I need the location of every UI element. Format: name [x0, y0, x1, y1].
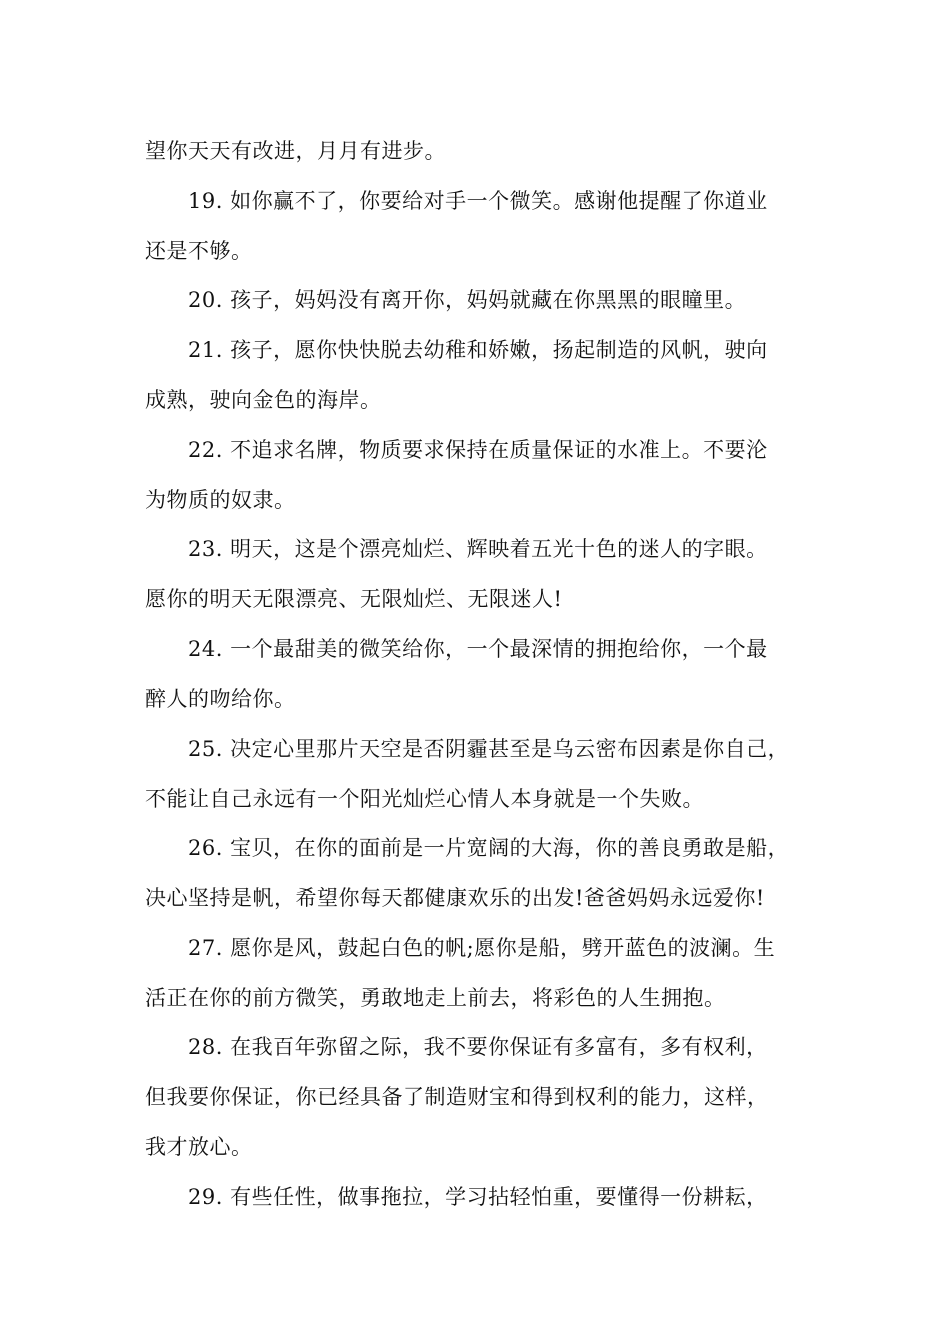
- item-27-line-2: 活正在你的前方微笑，勇敢地走上前去，将彩色的人生拥抱。: [145, 986, 726, 1010]
- item-24-line-1: 24. 一个最甜美的微笑给你，一个最深情的拥抱给你，一个最: [188, 637, 768, 661]
- item-29-line-1: 29. 有些任性，做事拖拉，学习拈轻怕重，要懂得一份耕耘，: [188, 1185, 768, 1209]
- item-22-line-1: 22. 不追求名牌，物质要求保持在质量保证的水准上。不要沦: [188, 438, 768, 462]
- item-19-line-1: 19. 如你赢不了，你要给对手一个微笑。感谢他提醒了你道业: [188, 189, 768, 213]
- item-28-line-1: 28. 在我百年弥留之际，我不要你保证有多富有，多有权利，: [188, 1035, 768, 1059]
- item-24-line-2: 醉人的吻给你。: [145, 687, 296, 711]
- item-21-line-2: 成熟，驶向金色的海岸。: [145, 388, 382, 412]
- item-22-line-2: 为物质的奴隶。: [145, 488, 296, 512]
- item-19-line-2: 还是不够。: [145, 239, 253, 263]
- item-25-line-2: 不能让自己永远有一个阳光灿烂心情人本身就是一个失败。: [145, 787, 704, 811]
- item-27-line-1: 27. 愿你是风，鼓起白色的帆;愿你是船，劈开蓝色的波澜。生: [188, 936, 776, 960]
- item-28-line-3: 我才放心。: [145, 1135, 253, 1159]
- item-20-line-1: 20. 孩子，妈妈没有离开你，妈妈就藏在你黑黑的眼瞳里。: [188, 288, 747, 312]
- item-23-line-2: 愿你的明天无限漂亮、无限灿烂、无限迷人!: [145, 587, 563, 611]
- item-26-line-2: 决心坚持是帆，希望你每天都健康欢乐的出发!爸爸妈妈永远爱你!: [145, 886, 765, 910]
- item-26-line-1: 26. 宝贝，在你的面前是一片宽阔的大海，你的善良勇敢是船，: [188, 836, 790, 860]
- text-line: 望你天天有改进，月月有进步。: [145, 139, 446, 163]
- item-25-line-1: 25. 决定心里那片天空是否阴霾甚至是乌云密布因素是你自己，: [188, 737, 790, 761]
- item-28-line-2: 但我要你保证，你已经具备了制造财宝和得到权利的能力，这样，: [145, 1085, 769, 1109]
- item-23-line-1: 23. 明天，这是个漂亮灿烂、辉映着五光十色的迷人的字眼。: [188, 537, 768, 561]
- item-21-line-1: 21. 孩子，愿你快快脱去幼稚和娇嫩，扬起制造的风帆，驶向: [188, 338, 768, 362]
